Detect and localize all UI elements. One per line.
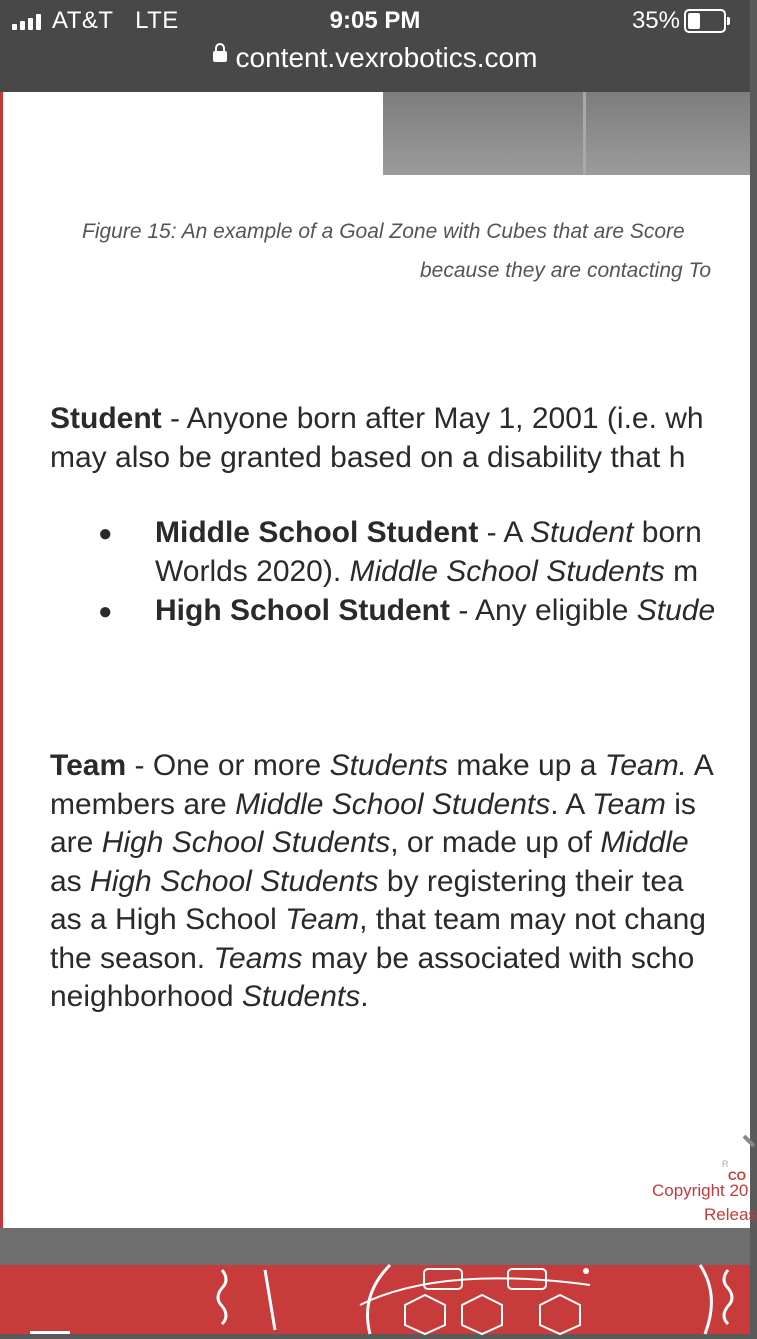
bullet-icon: ● xyxy=(98,598,113,625)
logo-icon xyxy=(733,1135,756,1158)
student-term: Student xyxy=(50,402,162,435)
team-definition-line: the season. Teams may be associated with scho xyxy=(50,942,695,975)
student-definition-line1: Student - Anyone born after May 1, 2001 (i.e. wh xyxy=(50,402,704,435)
team-definition-line: as High School Students by registering their tea xyxy=(50,865,684,898)
clock: 9:05 PM xyxy=(329,7,421,34)
lock-icon xyxy=(213,51,227,62)
team-definition-line: are High School Students, or made up of Middle xyxy=(50,826,689,859)
cover-artwork xyxy=(0,1265,750,1334)
figure-caption-line2: because they are contacting To xyxy=(420,259,712,282)
student-definition-line2: may also be granted based on a disability that h xyxy=(50,441,686,474)
figure-image xyxy=(383,92,750,175)
team-definition-line: members are Middle School Students. A Team is xyxy=(50,788,696,821)
figure-caption-line1: Figure 15: An example of a Goal Zone with Cubes that are Score xyxy=(82,220,685,243)
page-gap xyxy=(0,1228,750,1265)
list-item: High School Student - Any eligible Stude xyxy=(155,594,716,627)
bullet-icon: ● xyxy=(98,520,113,547)
carrier-label: AT&T LTE xyxy=(52,7,179,34)
team-definition-line: as a High School Team, that team may not chang xyxy=(50,903,706,936)
next-page-cover xyxy=(0,1265,750,1334)
status-bar xyxy=(0,0,750,92)
team-term: Team xyxy=(50,749,127,782)
network-label: LTE xyxy=(135,7,179,34)
url-text: content.vexrobotics.com xyxy=(235,42,538,73)
copyright-text: Copyright 20 xyxy=(652,1181,749,1200)
battery-icon xyxy=(684,9,726,33)
decoration-squiggle xyxy=(218,1270,226,1324)
list-item: Middle School Student - A Student born xyxy=(155,516,702,549)
document-page[interactable]: Figure 15: An example of a Goal Zone with Cubes that are Score because they are contacting To Student - Anyone born after May 1, 2001 (i.e. wh may also be granted based on a disability that h ● Middle School Student - A Student born Worlds 2020). Middle School Students m ● High School Student - Any eligible Stude Team - One or more Students make up a Team. A members are Middle School Students. A Team is are High School Students, or made up of Middle as High School Students by registering their tea as a High School Team, that team may not chang the season. Teams may be associated with scho neighborhood Students. R CO Copyright 20 Releas xyxy=(0,92,750,1228)
team-definition-line: Team - One or more Students make up a Team. A xyxy=(50,749,714,782)
address-bar[interactable] xyxy=(0,42,750,74)
release-text: Releas xyxy=(704,1205,757,1224)
page-border xyxy=(0,92,3,1228)
team-definition-line: neighborhood Students. xyxy=(50,980,369,1013)
list-item-continued: Worlds 2020). Middle School Students m xyxy=(155,555,699,588)
battery-percent: 35% xyxy=(631,7,680,34)
